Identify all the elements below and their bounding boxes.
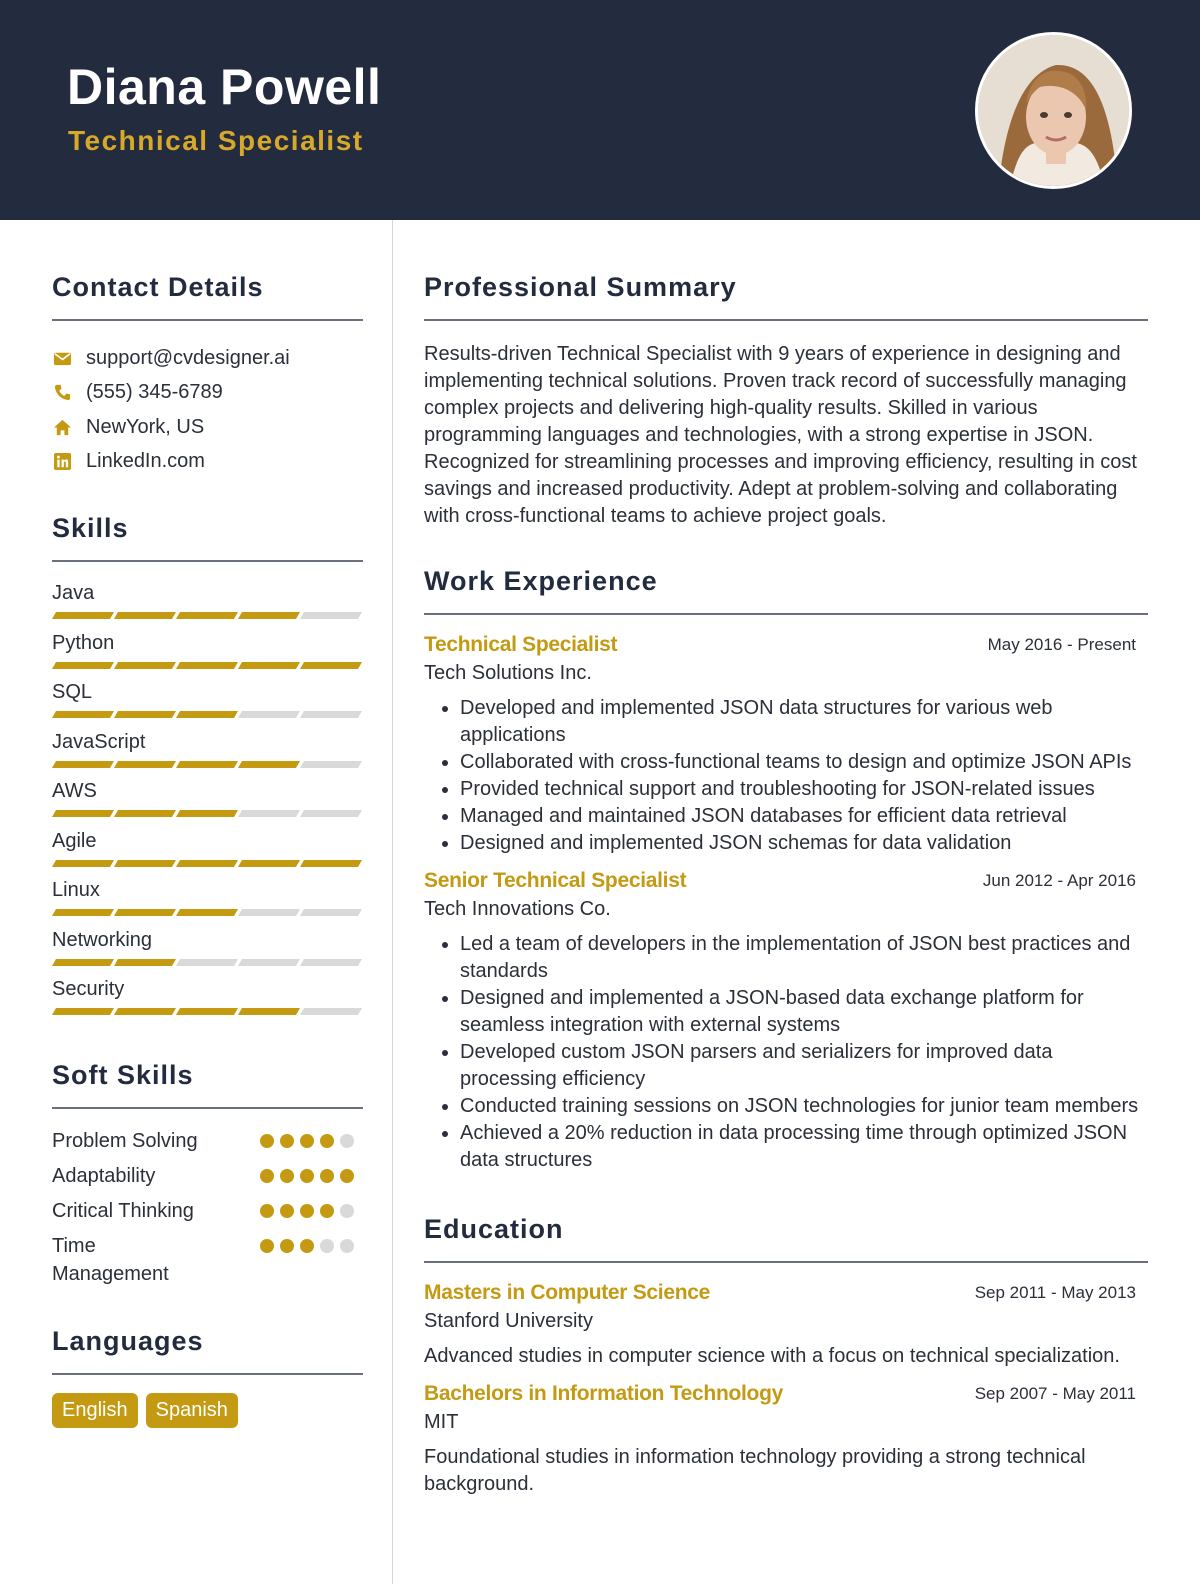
skill-name: Linux (52, 879, 100, 901)
skill-bar-segment (238, 860, 300, 867)
skill-bar-segment (238, 1008, 300, 1015)
contact-section (52, 272, 363, 479)
rating-dot (300, 1239, 314, 1253)
skill-bar-segment (114, 711, 176, 718)
rating-dot (340, 1169, 354, 1183)
soft-skill-item (52, 1127, 363, 1162)
contact-list (52, 341, 363, 479)
skill-item (52, 972, 363, 1022)
candidate-name: Diana Powell (67, 59, 382, 115)
skill-bar-segment (300, 662, 362, 669)
header-banner (0, 0, 1200, 220)
contact-email[interactable] (52, 341, 363, 376)
skill-item (52, 873, 363, 923)
skill-bar-segment (300, 860, 362, 867)
degree-title: Masters in Computer Science (424, 1281, 710, 1304)
language-badge: Spanish (146, 1393, 238, 1428)
sidebar (52, 220, 363, 1428)
soft-skill-rating (260, 1204, 360, 1218)
skill-item (52, 923, 363, 973)
rating-dot (320, 1169, 334, 1183)
skill-level-bar (54, 860, 364, 867)
skills-heading: Skills (52, 513, 129, 543)
rating-dot (280, 1204, 294, 1218)
skill-bar-segment (52, 959, 114, 966)
contact-phone[interactable] (52, 376, 363, 411)
skill-bar-segment (176, 909, 238, 916)
skill-level-bar (54, 810, 364, 817)
skill-bar-segment (114, 1008, 176, 1015)
skill-bar-segment (300, 909, 362, 916)
rating-dot (260, 1239, 274, 1253)
section-rule (424, 319, 1148, 321)
contact-linkedin[interactable] (52, 445, 363, 480)
section-rule (424, 613, 1148, 615)
education-section (424, 1214, 1148, 1498)
job-bullet: • Developed and implemented JSON data structures for various web applications (460, 695, 1148, 749)
summary-heading: Professional Summary (424, 272, 737, 302)
rating-dot (280, 1134, 294, 1148)
skills-section (52, 513, 363, 1022)
skill-bar-segment (176, 612, 238, 619)
skill-bar-segment (176, 860, 238, 867)
school-name: Stanford University (424, 1310, 593, 1332)
soft-skill-rating (260, 1169, 360, 1183)
soft-skills-heading: Soft Skills (52, 1059, 194, 1090)
section-rule (52, 560, 363, 562)
soft-skill-item (52, 1162, 363, 1197)
skill-bar-segment (238, 810, 300, 817)
job-role: Technical Specialist (424, 633, 618, 656)
job-bullet: • Conducted training sessions on JSON technologies for junior team members (460, 1093, 1148, 1120)
rating-dot (260, 1204, 274, 1218)
skill-name: Agile (52, 829, 97, 852)
skill-bar-segment (52, 1008, 114, 1015)
skill-bar-segment (114, 761, 176, 768)
education-entry (424, 1281, 1148, 1370)
skill-bar-segment (114, 810, 176, 817)
job-bullets (424, 931, 1148, 1174)
job-entry (424, 633, 1148, 857)
column-divider (392, 220, 393, 1584)
skill-item (52, 824, 363, 874)
avatar (975, 32, 1132, 189)
skill-bar-segment (176, 662, 238, 669)
skill-bar-segment (238, 959, 300, 966)
skill-bar-segment (52, 761, 114, 768)
envelope-icon (52, 348, 72, 368)
soft-skill-item (52, 1232, 363, 1290)
rating-dot (260, 1169, 274, 1183)
skill-bar-segment (52, 860, 114, 867)
skill-level-bar (54, 959, 364, 966)
education-description: Advanced studies in computer science with a focus on technical specialization. (424, 1345, 1120, 1367)
soft-skill-name: Critical Thinking (52, 1199, 194, 1222)
job-entry (424, 869, 1148, 1174)
portrait-photo (978, 35, 1132, 189)
skill-bar-segment (176, 711, 238, 718)
job-role: Senior Technical Specialist (424, 869, 687, 892)
languages-list (52, 1393, 363, 1428)
contact-location-text: NewYork, US (86, 415, 205, 438)
skill-level-bar (54, 662, 364, 669)
skill-bar-segment (300, 711, 362, 718)
skill-item (52, 774, 363, 824)
skill-bar-segment (176, 1008, 238, 1015)
rating-dot (320, 1134, 334, 1148)
education-entry (424, 1382, 1148, 1498)
soft-skill-name: Problem Solving (52, 1129, 198, 1152)
candidate-title: Technical Specialist (68, 125, 364, 156)
rating-dot (320, 1239, 334, 1253)
skill-bar-segment (114, 662, 176, 669)
skill-bar-segment (300, 761, 362, 768)
skill-bar-segment (238, 909, 300, 916)
phone-icon (52, 383, 72, 403)
contact-linkedin-text: LinkedIn.com (86, 450, 205, 473)
language-badge: English (52, 1393, 138, 1428)
skill-bar-segment (52, 909, 114, 916)
job-bullet: • Managed and maintained JSON databases for efficient data retrieval (460, 803, 1148, 830)
languages-heading: Languages (52, 1325, 204, 1356)
soft-skills-list (52, 1127, 363, 1290)
soft-skill-name: Adaptability (52, 1164, 156, 1187)
soft-skill-rating (260, 1239, 360, 1253)
summary-text: Results-driven Technical Specialist with 9 years of experience in designing and implementing technical solutions. Proven track record of successfully managing complex projects and delivering high-quality results. Skilled in various programming languages and technologies, with a strong expertise in JSON. Recognized for streamlining processes and improving efficiency, resulting in cost savings and increased productivity. Adept at problem-solving and collaborating with cross-functional teams to achieve project goals. (424, 343, 1137, 527)
skill-name: Python (52, 631, 115, 654)
section-rule (52, 319, 363, 321)
linkedin-icon (52, 452, 72, 472)
contact-phone-text: (555) 345-6789 (86, 381, 223, 404)
soft-skills-section (52, 1060, 363, 1290)
soft-skill-item (52, 1197, 363, 1232)
rating-dot (280, 1239, 294, 1253)
skill-item (52, 626, 363, 676)
job-bullets (424, 695, 1148, 857)
job-bullet: • Designed and implemented a JSON-based data exchange platform for seamless integration with external systems (460, 985, 1148, 1039)
soft-skill-rating (260, 1134, 360, 1148)
section-rule (424, 1261, 1148, 1263)
skill-bar-segment (300, 612, 362, 619)
skill-level-bar (54, 1008, 364, 1015)
education-dates: Sep 2011 - May 2013 (974, 1283, 1136, 1302)
summary-section (424, 272, 1148, 530)
section-rule (52, 1373, 363, 1375)
job-company: Tech Innovations Co. (424, 898, 611, 920)
skill-bar-segment (176, 810, 238, 817)
skill-name: Security (52, 978, 125, 1000)
skill-bar-segment (238, 662, 300, 669)
skill-bar-segment (52, 711, 114, 718)
skill-level-bar (54, 612, 364, 619)
contact-email-text: support@cvdesigner.ai (86, 346, 290, 369)
education-dates: Sep 2007 - May 2011 (974, 1384, 1136, 1403)
job-bullet: • Led a team of developers in the implementation of JSON best practices and standards (460, 931, 1148, 985)
rating-dot (340, 1204, 354, 1218)
languages-section (52, 1326, 363, 1428)
skill-bar-segment (52, 612, 114, 619)
skill-name: Networking (52, 928, 153, 951)
home-icon (52, 417, 72, 437)
job-bullet: • Developed custom JSON parsers and serializers for improved data processing efficiency (460, 1039, 1148, 1093)
skill-level-bar (54, 761, 364, 768)
rating-dot (340, 1239, 354, 1253)
skills-list (52, 576, 363, 1022)
skill-name: SQL (52, 681, 93, 703)
rating-dot (260, 1134, 274, 1148)
experience-heading: Work Experience (424, 566, 658, 596)
skill-bar-segment (300, 959, 362, 966)
skill-bar-segment (238, 711, 300, 718)
skill-bar-segment (238, 612, 300, 619)
skill-level-bar (54, 909, 364, 916)
job-dates: May 2016 - Present (987, 635, 1136, 654)
degree-title: Bachelors in Information Technology (424, 1382, 783, 1405)
skill-bar-segment (52, 810, 114, 817)
main-content (424, 220, 1148, 1498)
skill-bar-segment (114, 909, 176, 916)
skill-item (52, 576, 363, 626)
job-company: Tech Solutions Inc. (424, 662, 592, 684)
skill-bar-segment (176, 761, 238, 768)
skill-bar-segment (114, 612, 176, 619)
section-rule (52, 1107, 363, 1109)
contact-location (52, 410, 363, 445)
skill-item (52, 675, 363, 725)
skill-bar-segment (300, 1008, 362, 1015)
contact-heading: Contact Details (52, 272, 264, 302)
skill-name: JavaScript (52, 730, 146, 753)
rating-dot (300, 1134, 314, 1148)
rating-dot (320, 1204, 334, 1218)
skill-bar-segment (52, 662, 114, 669)
skill-bar-segment (300, 810, 362, 817)
job-bullet: • Designed and implemented JSON schemas for data validation (460, 830, 1148, 857)
skill-bar-segment (176, 959, 238, 966)
education-heading: Education (424, 1214, 564, 1244)
job-bullet: • Achieved a 20% reduction in data processing time through optimized JSON data structures (460, 1120, 1148, 1174)
skill-level-bar (54, 711, 364, 718)
rating-dot (300, 1169, 314, 1183)
rating-dot (340, 1134, 354, 1148)
skill-bar-segment (114, 959, 176, 966)
school-name: MIT (424, 1411, 459, 1433)
education-description: Foundational studies in information technology providing a strong technical background. (424, 1446, 1086, 1495)
rating-dot (300, 1204, 314, 1218)
experience-section (424, 566, 1148, 1174)
job-bullet: • Collaborated with cross-functional teams to design and optimize JSON APIs (460, 749, 1148, 776)
rating-dot (280, 1169, 294, 1183)
skill-name: Java (52, 582, 95, 604)
soft-skill-name: Time Management (52, 1234, 169, 1285)
skill-bar-segment (114, 860, 176, 867)
job-bullet: • Provided technical support and troubleshooting for JSON-related issues (460, 776, 1148, 803)
skill-bar-segment (238, 761, 300, 768)
skill-item (52, 725, 363, 775)
skill-name: AWS (52, 780, 97, 802)
job-dates: Jun 2012 - Apr 2016 (982, 871, 1136, 890)
